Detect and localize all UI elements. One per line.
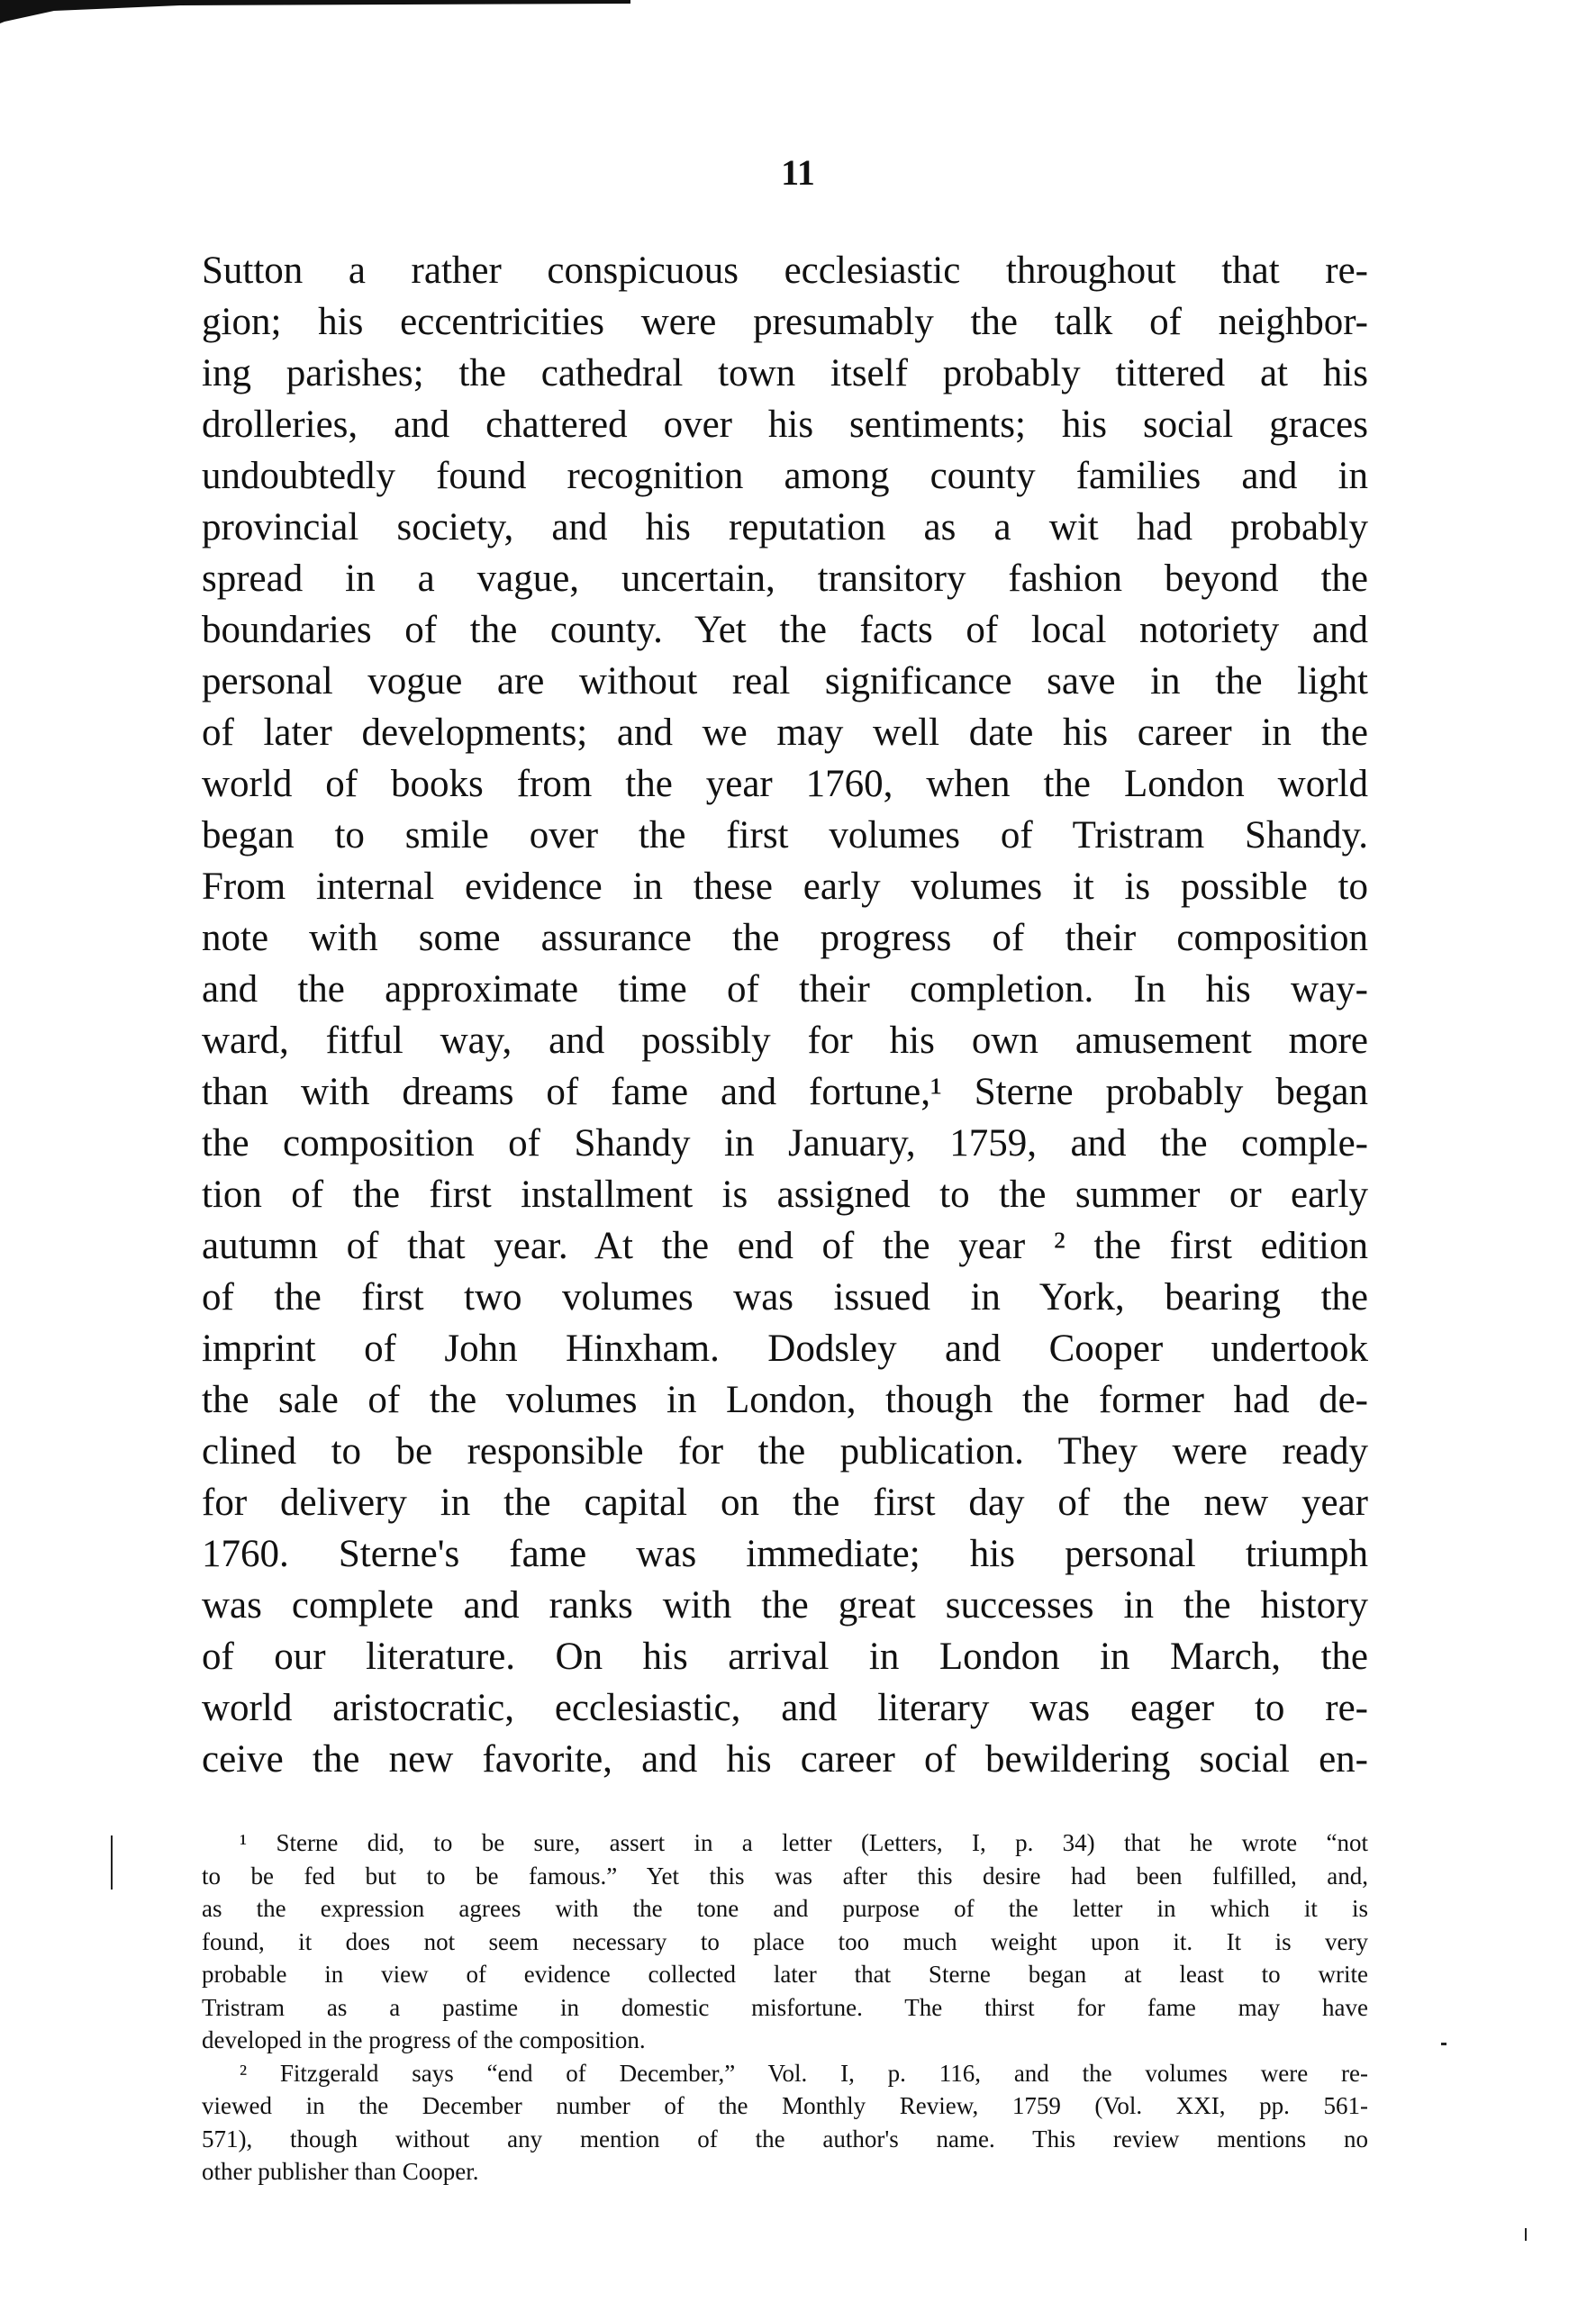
- body-line: imprint of John Hinxham. Dodsley and Cooper undertook: [202, 1328, 1368, 1370]
- body-line: note with some assurance the progress of their composition: [202, 917, 1368, 959]
- body-line: boundaries of the county. Yet the facts of local notoriety and: [202, 609, 1368, 651]
- body-line: for delivery in the capital on the first day of the new year: [202, 1482, 1368, 1524]
- scan-mark: [1441, 2043, 1446, 2045]
- footnote-line: as the expression agrees with the tone and purpose of the letter in which it is: [202, 1895, 1368, 1922]
- body-line: 1760. Sterne's fame was immediate; his personal triumph: [202, 1533, 1368, 1575]
- body-line: of the first two volumes was issued in York, bearing the: [202, 1276, 1368, 1319]
- body-line: personal vogue are without real significance save in the light: [202, 660, 1368, 702]
- body-line: Sutton a rather conspicuous ecclesiastic throughout that re-: [202, 249, 1368, 292]
- footnote-line: probable in view of evidence collected later that Sterne began at least to write: [202, 1961, 1368, 1988]
- footnote-line: to be fed but to be famous.” Yet this was after this desire had been fulfilled, and,: [202, 1862, 1368, 1890]
- body-line: the composition of Shandy in January, 1759, and the comple-: [202, 1122, 1368, 1165]
- body-line: of our literature. On his arrival in London in March, the: [202, 1636, 1368, 1678]
- body-line: autumn of that year. At the end of the year ² the first edition: [202, 1225, 1368, 1267]
- scan-edge-shadow: [0, 0, 630, 27]
- footnote-line: ² Fitzgerald says “end of December,” Vol. I, p. 116, and the volumes were re-: [240, 2059, 1368, 2087]
- body-line: provincial society, and his reputation as a wit had probably: [202, 506, 1368, 548]
- body-line: undoubtedly found recognition among county families and in: [202, 455, 1368, 497]
- footnote-line: ¹ Sterne did, to be sure, assert in a letter (Letters, I, p. 34) that he wrote “not: [240, 1829, 1368, 1856]
- footnote-line: other publisher than Cooper.: [202, 2158, 479, 2185]
- page-number: 11: [781, 152, 815, 193]
- footnote-line: Tristram as a pastime in domestic misfortune. The thirst for fame may have: [202, 1993, 1368, 2021]
- body-line: ward, fitful way, and possibly for his own amusement more: [202, 1020, 1368, 1062]
- body-line: spread in a vague, uncertain, transitory fashion beyond the: [202, 557, 1368, 600]
- body-line: world aristocratic, ecclesiastic, and literary was eager to re-: [202, 1687, 1368, 1729]
- body-line: tion of the first installment is assigned to the summer or early: [202, 1174, 1368, 1216]
- body-line: ing parishes; the cathedral town itself probably tittered at his: [202, 352, 1368, 394]
- body-line: world of books from the year 1760, when the London world: [202, 763, 1368, 805]
- scan-mark: [1525, 2228, 1527, 2241]
- footnote-line: viewed in the December number of the Monthly Review, 1759 (Vol. XXI, pp. 561-: [202, 2092, 1368, 2119]
- scan-mark: [111, 1835, 113, 1890]
- body-line: and the approximate time of their completion. In his way-: [202, 968, 1368, 1011]
- body-line: of later developments; and we may well date his career in the: [202, 711, 1368, 754]
- body-line: the sale of the volumes in London, though the former had de-: [202, 1379, 1368, 1421]
- body-line: gion; his eccentricities were presumably the talk of neighbor-: [202, 301, 1368, 343]
- body-line: was complete and ranks with the great successes in the history: [202, 1584, 1368, 1627]
- body-text: [202, 245, 1368, 1785]
- body-line: From internal evidence in these early volumes it is possible to: [202, 866, 1368, 908]
- body-line: than with dreams of fame and fortune,¹ Sterne probably began: [202, 1071, 1368, 1113]
- body-line: clined to be responsible for the publication. They were ready: [202, 1430, 1368, 1473]
- footnotes: [202, 1826, 1368, 2189]
- body-line: began to smile over the first volumes of Tristram Shandy.: [202, 814, 1368, 856]
- footnote-line: 571), though without any mention of the author's name. This review mentions no: [202, 2125, 1368, 2152]
- body-line: drolleries, and chattered over his sentiments; his social graces: [202, 403, 1368, 446]
- footnote-line: developed in the progress of the composition.: [202, 2026, 646, 2053]
- body-line: ceive the new favorite, and his career of bewildering social en-: [202, 1738, 1368, 1781]
- footnote-line: found, it does not seem necessary to place too much weight upon it. It is very: [202, 1927, 1368, 1955]
